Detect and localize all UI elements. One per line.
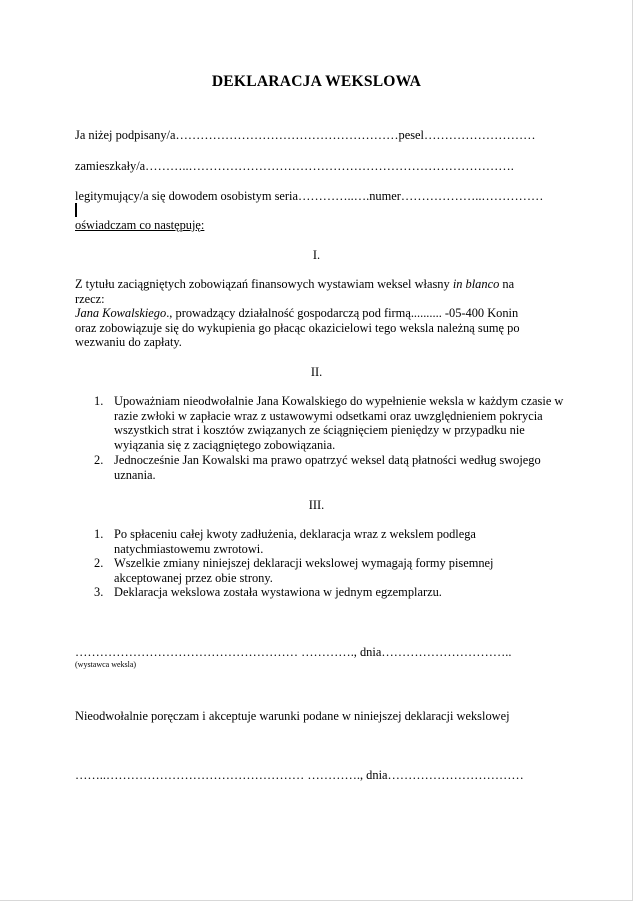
section-one-line-4: oraz zobowiązuje się do wykupienia go płacąc okazicielowi tego weksla należną sumę po bbox=[75, 321, 520, 335]
list-item-text: Po spłaceniu całej kwoty zadłużenia, deklaracja wraz z wekslem podlega natychmiastowemu zwrotowi. bbox=[114, 527, 476, 556]
list-item bbox=[94, 453, 564, 482]
section-one-line-3-text: ., prowadzący działalność gospodarczą pod firmą.......... -05-400 Konin bbox=[166, 306, 519, 320]
section-one-line-5: wezwaniu do zapłaty. bbox=[75, 335, 182, 349]
signer-name-pesel-line[interactable]: Ja niżej podpisany/a………………………………………………pesel……………………… bbox=[75, 128, 536, 142]
section-one-heading: I. bbox=[312, 248, 321, 262]
list-item-number: 1. bbox=[94, 394, 104, 408]
list-item-number: 1. bbox=[94, 527, 104, 541]
issuer-signature-line[interactable]: ……………………………………………… …………., dnia………………………….. bbox=[75, 645, 512, 659]
list-item-number: 2. bbox=[94, 556, 104, 570]
list-item bbox=[94, 556, 564, 585]
document-title: DEKLARACJA WEKSLOWA bbox=[211, 73, 422, 90]
list-item bbox=[94, 527, 564, 556]
section-one-line-3 bbox=[75, 306, 518, 321]
guarantee-statement: Nieodwołalnie poręczam i akceptuje warunki podane w niniejszej deklaracji wekslowej bbox=[75, 709, 510, 723]
list-item-text: Wszelkie zmiany niniejszej deklaracji wekslowej wymagają formy pisemnej akceptowanej przez obie strony. bbox=[114, 556, 494, 585]
section-one-line-1-end: na bbox=[499, 277, 515, 291]
guarantor-signature-line[interactable]: ……..………………………………………… …………., dnia…………………………… bbox=[75, 768, 524, 782]
list-item-number: 3. bbox=[94, 585, 104, 599]
in-blanco-text: in blanco bbox=[452, 277, 500, 291]
id-document-line[interactable]: legitymujący/a się dowodem osobistym seria…………..….numer………………..…………… bbox=[75, 189, 544, 203]
list-item-text: Upoważniam nieodwołalnie Jana Kowalskiego do wypełnienie weksla w każdym czasie w razie zwłoki w zapłacie wraz z ustawowymi odsetkami oraz uwzględnieniem pokrycia wszystkich strat i kosztów związanych ze ściągnięciem pieniędzy w przypadku nie wyiązania się z zaciągniętego zobowiązania. bbox=[114, 394, 564, 452]
address-line[interactable]: zamieszkały/a………..……………………………………………………………………. bbox=[75, 159, 514, 173]
list-item-text: Jednocześnie Jan Kowalski ma prawo opatrzyć weksel datą płatności według swojego uznania. bbox=[114, 453, 541, 482]
creditor-name: Jana Kowalskiego bbox=[75, 306, 167, 320]
section-one-line-1-text: Z tytułu zaciągniętych zobowiązań finansowych wystawiam weksel własny bbox=[75, 277, 453, 291]
declaration-intro: oświadczam co następuję: bbox=[75, 218, 205, 232]
section-one-line-1 bbox=[75, 277, 514, 292]
text-cursor bbox=[75, 203, 77, 217]
issuer-caption: (wystawca weksla) bbox=[75, 660, 137, 669]
list-item bbox=[94, 394, 564, 452]
list-item-text: Deklaracja wekslowa została wystawiona w jednym egzemplarzu. bbox=[114, 585, 442, 599]
list-item-number: 2. bbox=[94, 453, 104, 467]
section-one-line-2: rzecz: bbox=[75, 292, 105, 306]
section-three-heading: III. bbox=[308, 498, 325, 512]
list-item bbox=[94, 585, 564, 600]
section-two-heading: II. bbox=[310, 365, 323, 379]
